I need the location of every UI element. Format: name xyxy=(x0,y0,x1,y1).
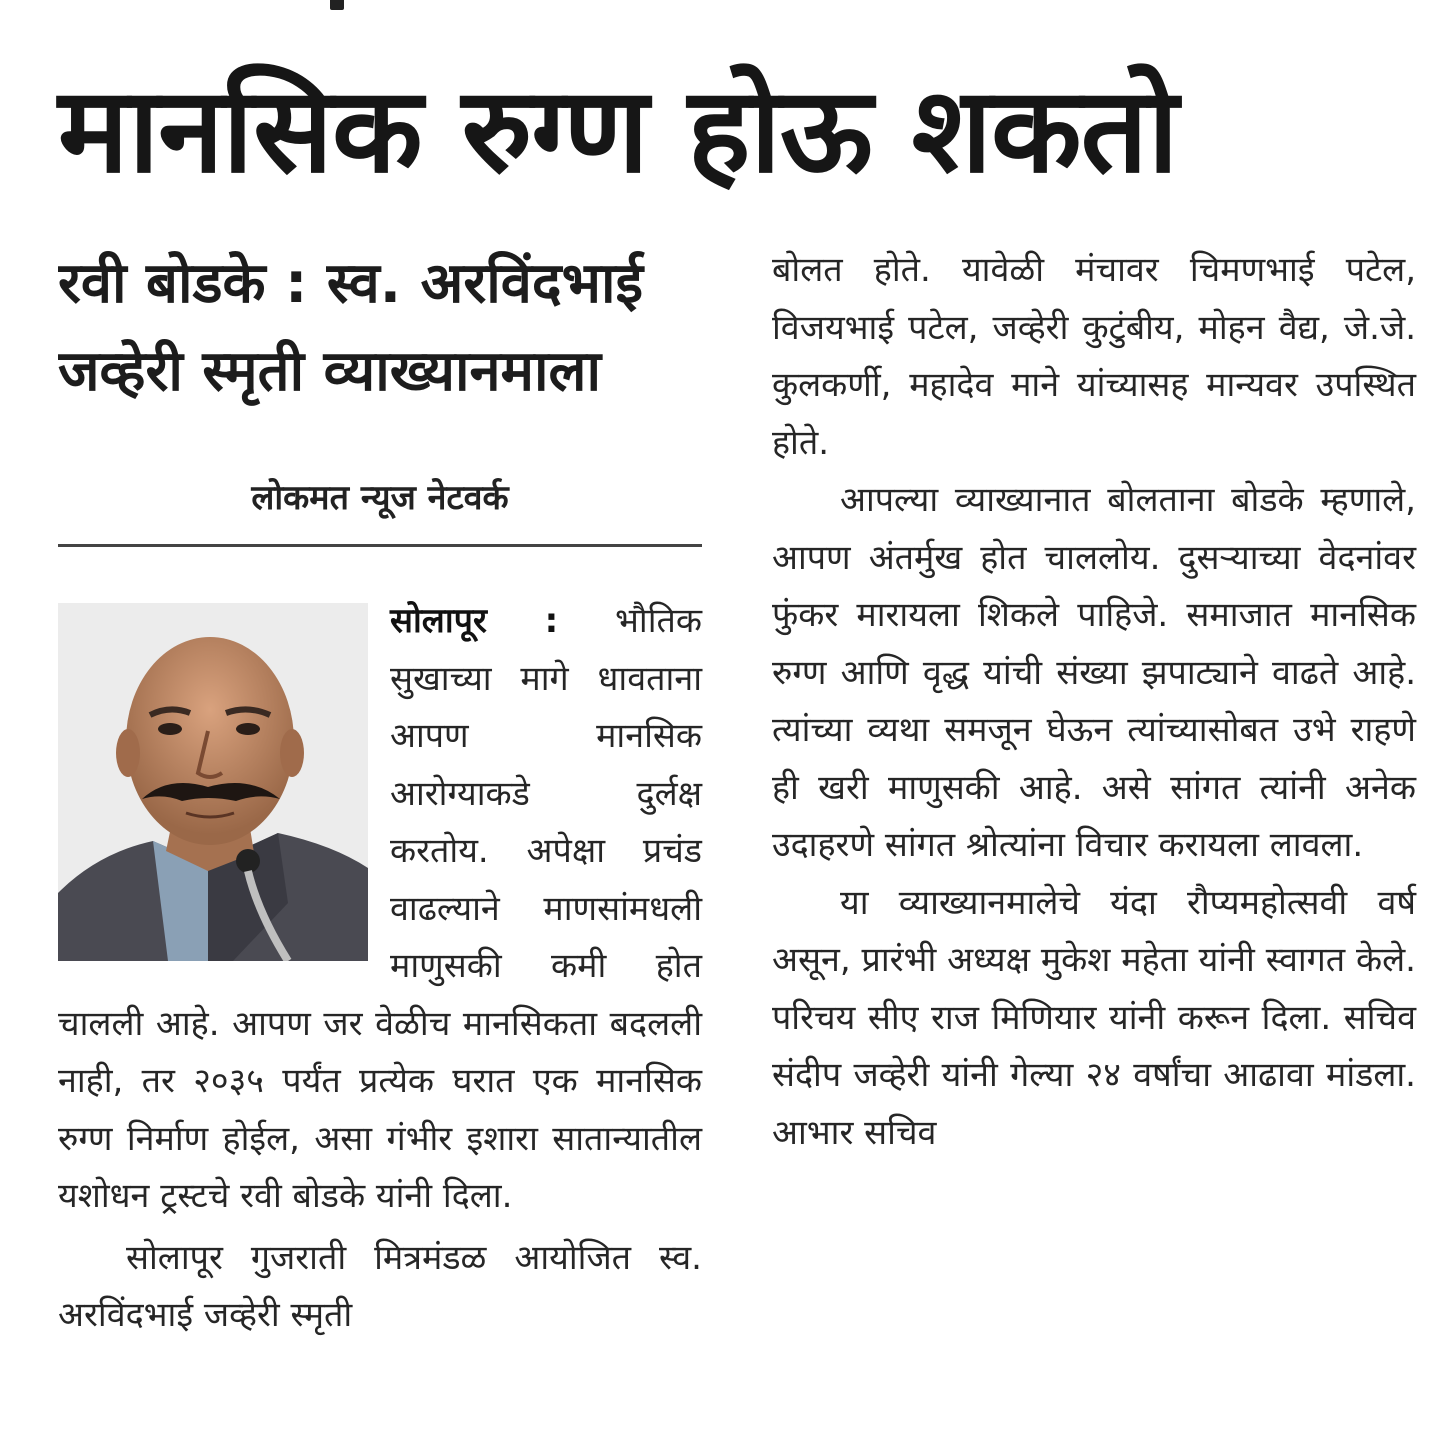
right-column-paragraph-2: आपल्या व्याख्यानात बोलताना बोडके म्हणाले, आपण अंतर्मुख होत चाललोय. दुसऱ्याच्या वेदनांवर फुंकर मारायला शिकले पाहिजे. समाजात मानसिक रुग्ण आणि वृद्ध यांची संख्या झपाट्याने वाढते आहे. त्यांच्या व्यथा समजून घेऊन त्यांच्यासोबत उभे राहणे ही खरी माणुसकी आहे. असे सांगत त्यांनी अनेक उदाहरणे सांगत श्रोत्यांना विचार करायला लावला. xyxy=(772,480,1416,865)
lead-paragraph-block xyxy=(58,593,702,1345)
dateline: सोलापूर : xyxy=(390,601,559,641)
cropped-glyph-fragment xyxy=(330,0,344,10)
speaker-photo xyxy=(58,603,368,961)
headline: मानसिक रुग्ण होऊ शकतो xyxy=(58,61,1178,199)
left-column xyxy=(58,240,702,1345)
subheadline: रवी बोडके : स्व. अरविंदभाई जव्हेरी स्मृती व्याख्यानमाला xyxy=(58,251,643,404)
speaker-portrait-icon xyxy=(58,603,368,961)
right-column xyxy=(772,242,1416,1162)
byline-divider xyxy=(58,544,702,547)
right-column-paragraph-1: बोलत होते. यावेळी मंचावर चिमणभाई पटेल, विजयभाई पटेल, जव्हेरी कुटुंबीय, मोहन वैद्य, जे.जे. कुलकर्णी, महादेव माने यांच्यासह मान्यवर उपस्थित होते. xyxy=(772,250,1416,463)
right-column-paragraph-3: या व्याख्यानमालेचे यंदा रौप्यमहोत्सवी वर्ष असून, प्रारंभी अध्यक्ष मुकेश महेता यांनी स्वागत केले. परिचय सीए राज मिणियार यांनी करून दिला. सचिव संदीप जव्हेरी यांनी गेल्या २४ वर्षांचा आढावा मांडला. आभार सचिव xyxy=(772,882,1416,1153)
second-paragraph: सोलापूर गुजराती मित्रमंडळ आयोजित स्व. अरविंदभाई जव्हेरी स्मृती xyxy=(58,1237,702,1335)
lead-paragraph: भौतिक सुखाच्या मागे धावताना आपण मानसिक आरोग्याकडे दुर्लक्ष करतोय. अपेक्षा प्रचंड वाढल्याने माणसांमधली माणुसकी कमी होत चालली आहे. आपण जर वेळीच मानसिकता बदलली नाही, तर २०३५ पर्यंत प्रत्येक घरात एक मानसिक रुग्ण निर्माण होईल, असा गंभीर इशारा सातान्यातील यशोधन ट्रस्टचे रवी बोडके यांनी दिला. xyxy=(58,601,702,1216)
byline: लोकमत न्यूज नेटवर्क xyxy=(251,478,509,518)
